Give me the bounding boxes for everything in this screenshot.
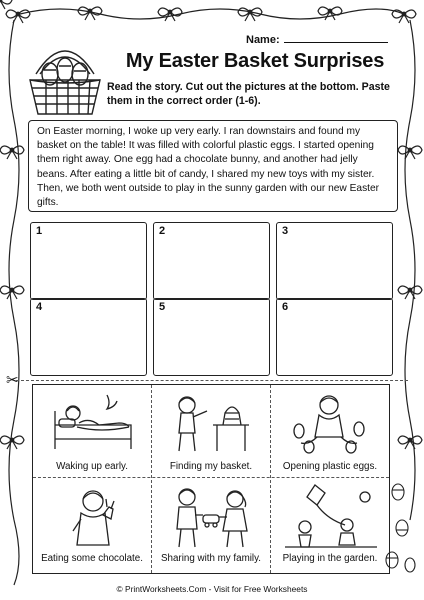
worksheet-title: My Easter Basket Surprises (125, 50, 385, 72)
card-caption: Finding my basket. (169, 461, 253, 472)
box-number: 1 (36, 225, 43, 237)
easter-basket-icon (26, 36, 104, 122)
name-field[interactable] (246, 32, 388, 46)
name-blank[interactable] (284, 32, 388, 43)
card-caption: Waking up early. (56, 461, 128, 472)
box-number: 4 (36, 301, 43, 313)
answer-box-3[interactable] (276, 222, 393, 300)
kite-icon (285, 483, 377, 551)
picture-cards (32, 384, 390, 574)
answer-box-6[interactable] (276, 298, 393, 376)
answer-box-2[interactable] (153, 222, 270, 300)
box-number: 6 (282, 301, 289, 313)
box-number: 5 (159, 301, 166, 313)
card-caption: Eating some chocolate. (41, 553, 143, 564)
story-box (28, 120, 398, 212)
instructions: Read the story. Cut out the pictures at the bottom. Paste them in the correct order (1-6). (107, 81, 390, 107)
bed-icon (51, 393, 135, 455)
basket-table-icon (169, 391, 253, 455)
card-caption: Sharing with my family. (161, 553, 261, 564)
answer-box-4[interactable] (30, 298, 147, 376)
box-number: 3 (282, 225, 289, 237)
cut-line (16, 380, 408, 381)
scissors-icon: ✂ (6, 372, 19, 389)
chocolate-bunny-icon (51, 485, 135, 549)
answer-box-5[interactable] (153, 298, 270, 376)
story-text: On Easter morning, I woke up very early. I ran downstairs and found my basket on the table! It was filled with colorful plastic eggs. I started opening them right away. One egg had a chocolate bunny, and another had jelly beans. After eating a little bit of candy, I shared my new toys with my sister. Then, we both went outside to play in the sunny garden with our new Easter gifts. (37, 126, 380, 209)
footer-credit: © PrintWorksheets.Com - Visit for Free Worksheets (116, 584, 308, 594)
sharing-icon (165, 485, 257, 549)
card-caption: Opening plastic eggs. (282, 461, 378, 472)
box-number: 2 (159, 225, 166, 237)
card-caption: Playing in the garden. (282, 553, 378, 564)
eggs-icon (287, 391, 373, 455)
name-label: Name: (246, 34, 280, 46)
answer-box-1[interactable] (30, 222, 147, 300)
